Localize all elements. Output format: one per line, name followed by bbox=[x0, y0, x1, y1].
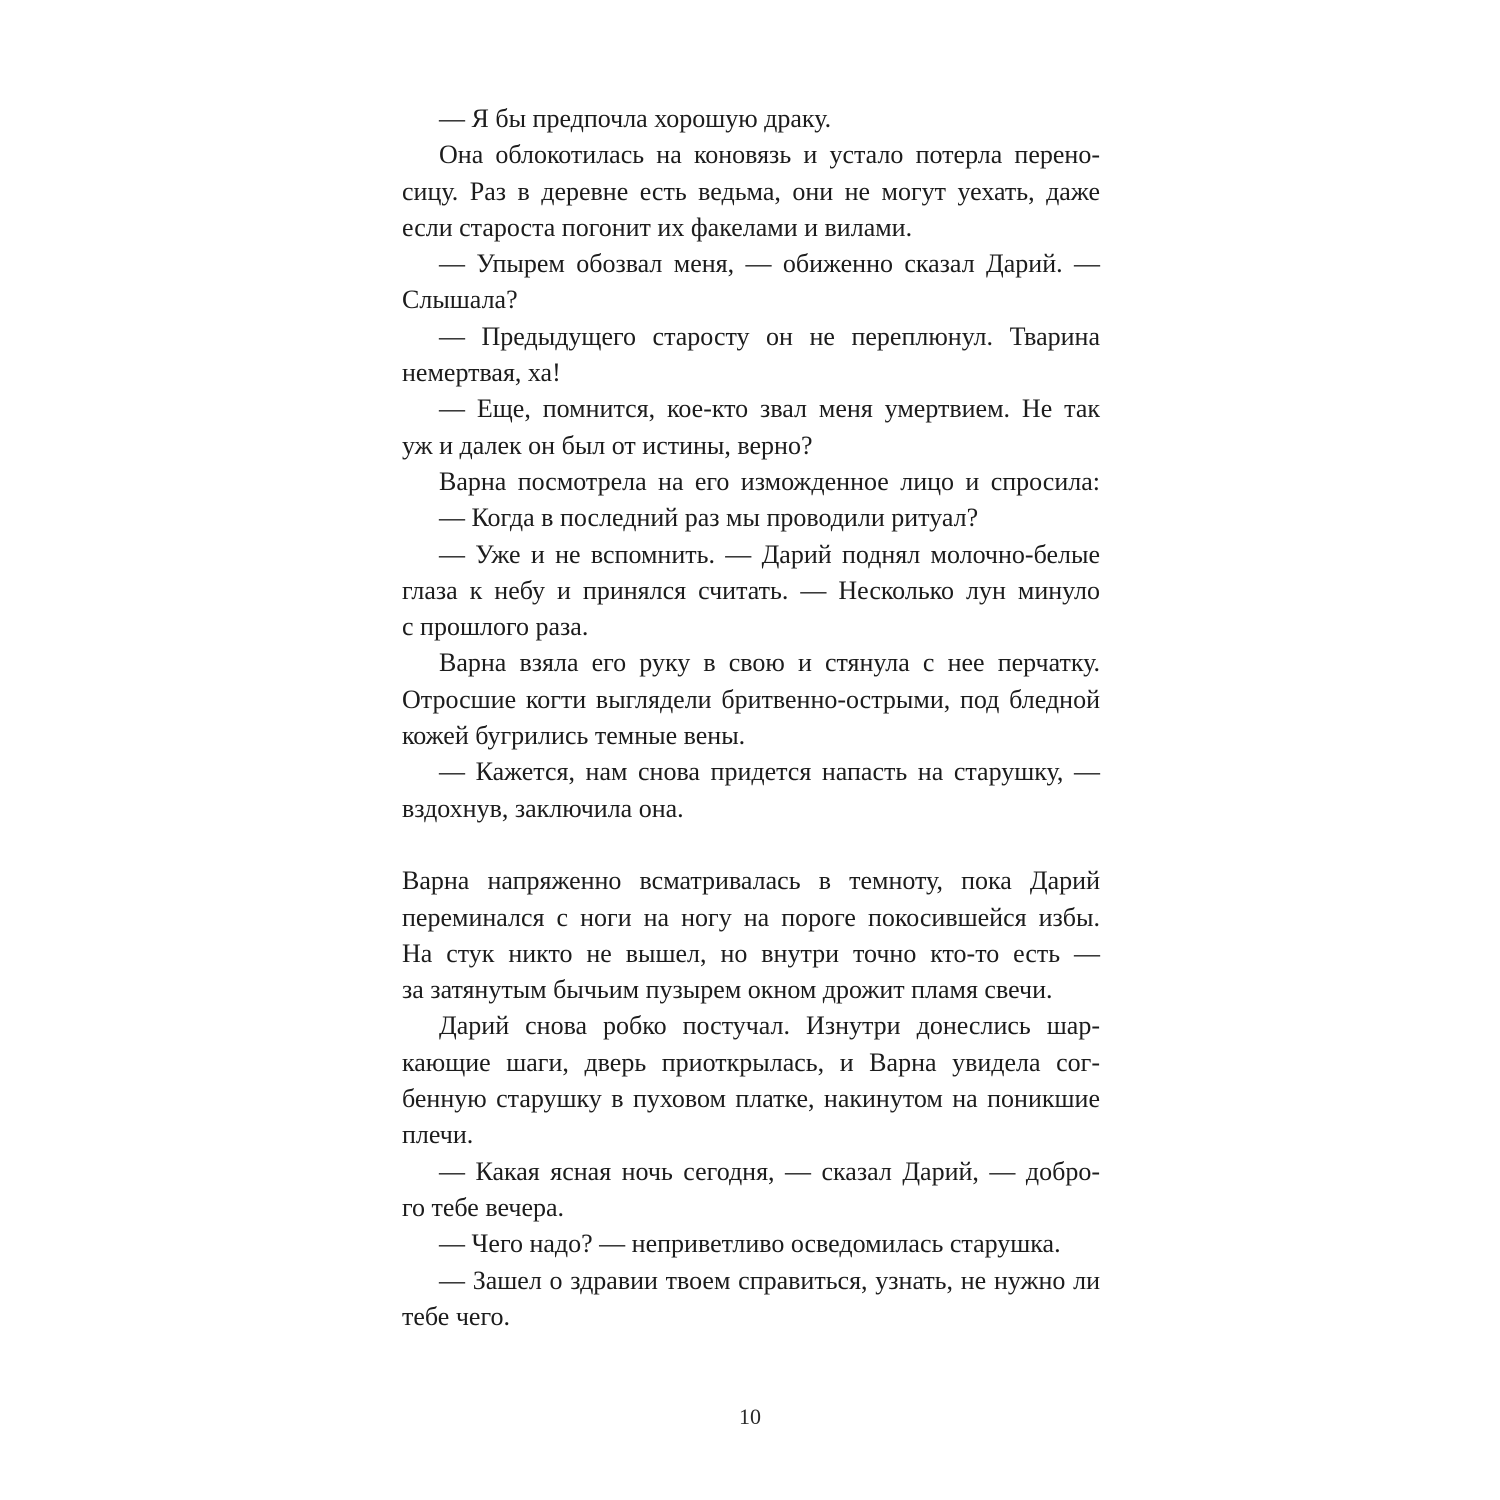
text-line: — Я бы предпочла хорошую драку. bbox=[439, 104, 832, 133]
text-line: го тебе вечера. bbox=[402, 1192, 565, 1222]
text-line: тебе чего. bbox=[402, 1301, 510, 1331]
text-line: вздохнув, заключила она. bbox=[402, 793, 684, 823]
text-line: плечи. bbox=[402, 1120, 474, 1150]
text-line: сицу. Раз в деревне есть ведьма, они не могут уехать, даже bbox=[402, 176, 1100, 206]
text-line: бенную старушку в пуховом платке, накинутом на поникшие bbox=[402, 1084, 1100, 1114]
text-line: — Чего надо? — неприветливо осведомилась старушка. bbox=[439, 1229, 1061, 1259]
text-line: — Уже и не вспомнить. — Дарий поднял молочно-белые bbox=[439, 539, 1100, 569]
text-line: — Кажется, нам снова придется напасть на старушку, — bbox=[439, 757, 1100, 787]
text-line: Дарий снова робко постучал. Изнутри донеслись шар- bbox=[439, 1011, 1100, 1041]
text-line: с прошлого раза. bbox=[402, 612, 589, 642]
text-line: Варна взяла его руку в свою и стянула с нее перчатку. bbox=[439, 648, 1100, 678]
text-line: Варна напряженно всматривалась в темноту, пока Дарий bbox=[402, 866, 1100, 896]
text-line: Она облокотилась на коновязь и устало потерла перено- bbox=[439, 140, 1100, 170]
text-line: глаза к небу и принялся считать. — Несколько лун минуло bbox=[402, 575, 1100, 605]
text-line: кающие шаги, дверь приоткрылась, и Варна увидела сог- bbox=[402, 1047, 1100, 1077]
text-line: за затянутым бычьим пузырем окном дрожит пламя свечи. bbox=[402, 975, 1053, 1005]
text-line: Варна посмотрела на его изможденное лицо и спросила: bbox=[439, 466, 1100, 496]
text-line: Слышала? bbox=[402, 285, 518, 315]
page-number: 10 bbox=[739, 1404, 761, 1429]
text-line: — Когда в последний раз мы проводили ритуал? bbox=[439, 503, 979, 533]
text-line: На стук никто не вышел, но внутри точно кто-то есть — bbox=[402, 938, 1100, 968]
text-line: уж и далек он был от истины, верно? bbox=[402, 430, 813, 460]
text-line: Отросшие когти выглядели бритвенно-острыми, под бледной bbox=[402, 684, 1100, 714]
page-text bbox=[402, 101, 1100, 1335]
text-line: — Упырем обозвал меня, — обиженно сказал Дарий. — bbox=[439, 249, 1100, 279]
text-line: — Какая ясная ночь сегодня, — сказал Дарий, — добро- bbox=[439, 1156, 1100, 1186]
text-line: немертвая, ха! bbox=[402, 358, 561, 388]
section-break bbox=[402, 827, 1100, 863]
text-line: — Зашел о здравии твоем справиться, узнать, не нужно ли bbox=[439, 1265, 1100, 1295]
text-line: кожей бугрились темные вены. bbox=[402, 721, 746, 751]
text-line: переминался с ноги на ногу на пороге покосившейся избы. bbox=[402, 902, 1100, 932]
text-line: — Еще, помнится, кое-кто звал меня умертвием. Не так bbox=[439, 394, 1100, 424]
text-line: если староста погонит их факелами и вилами. bbox=[402, 212, 913, 242]
text-line: — Предыдущего старосту он не переплюнул. Тварина bbox=[439, 321, 1100, 351]
